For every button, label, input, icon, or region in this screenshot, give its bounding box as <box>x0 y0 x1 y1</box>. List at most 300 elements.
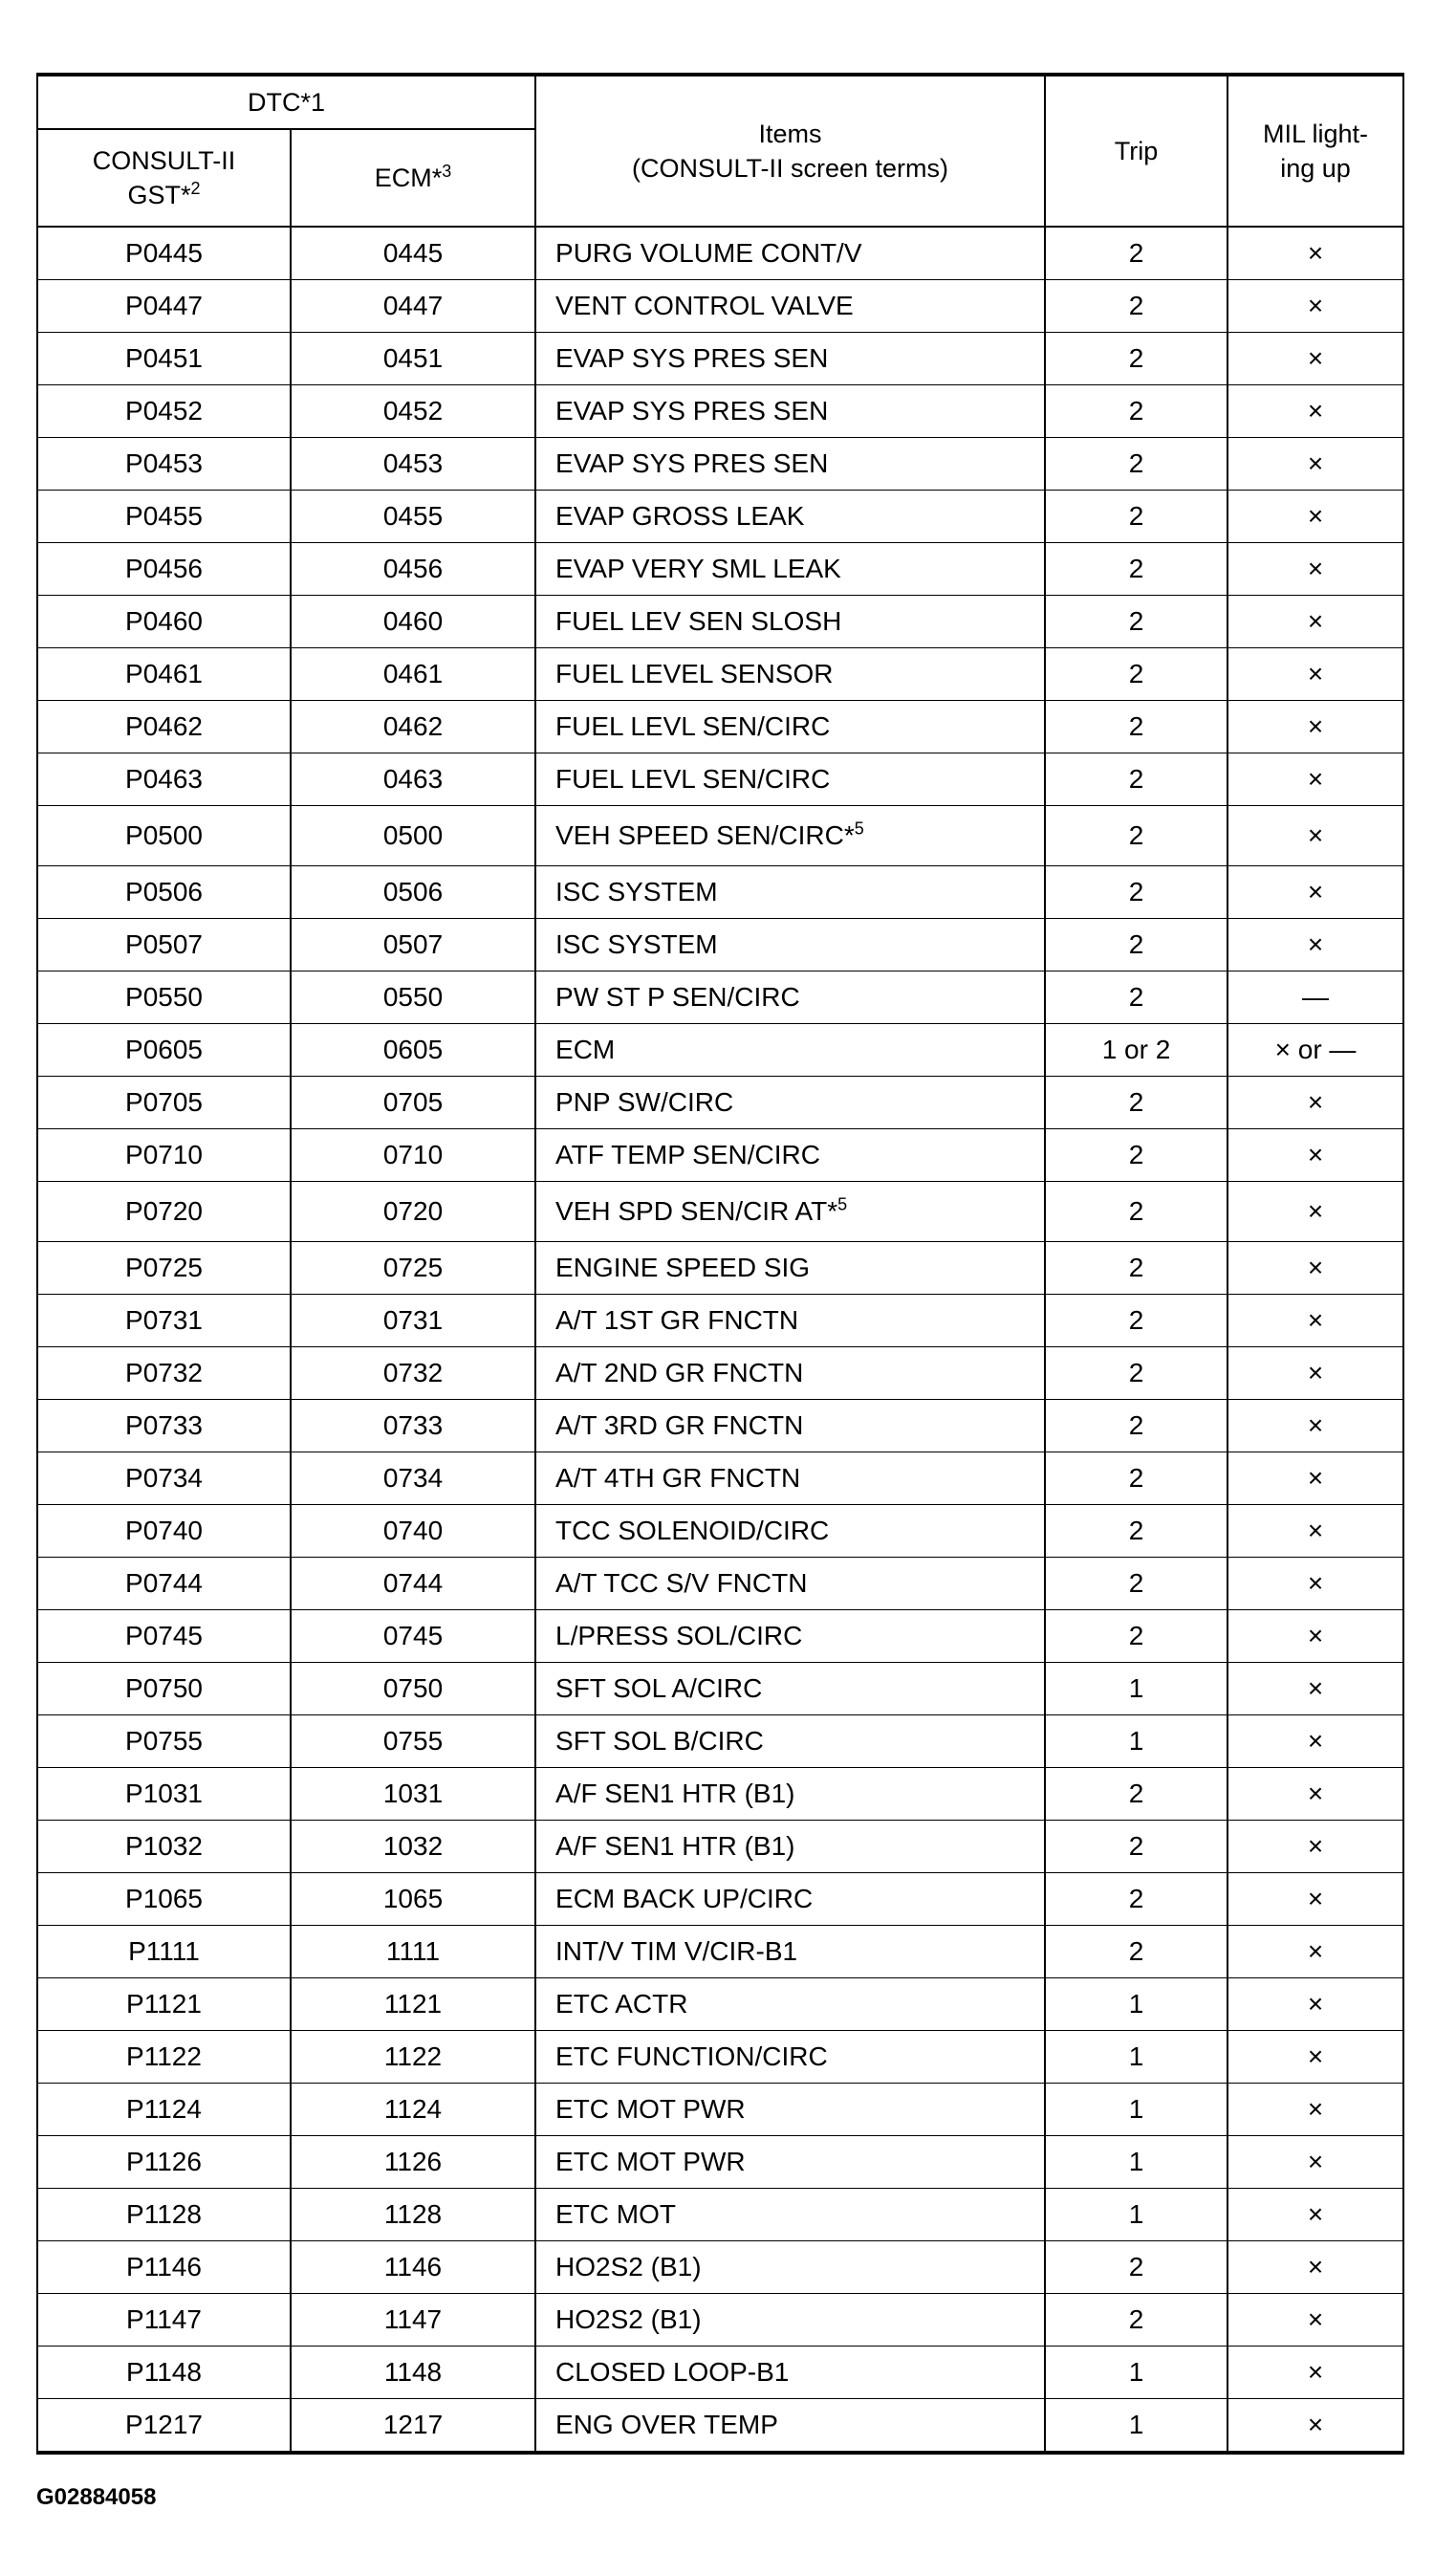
item-cell-text: ETC MOT <box>555 2199 677 2229</box>
mil-cell <box>1228 1077 1403 1129</box>
table-header <box>37 75 1403 227</box>
table-row <box>37 1715 1403 1768</box>
consult-header-line1: CONSULT-II <box>92 146 236 175</box>
trip-cell-text: 2 <box>1128 1140 1144 1169</box>
ecm-code-cell-text: 0755 <box>382 1726 444 1756</box>
mil-cell-text: × <box>1307 238 1324 268</box>
ecm-code-cell-text: 0720 <box>382 1196 444 1226</box>
item-cell <box>535 1978 1045 2031</box>
mil-cell-text: × <box>1307 501 1324 531</box>
gst-code-cell-text: P1217 <box>125 2410 203 2439</box>
ecm-code-cell <box>291 1558 535 1610</box>
gst-code-cell <box>37 2136 291 2189</box>
item-cell <box>535 1452 1045 1505</box>
item-cell <box>535 2189 1045 2241</box>
gst-code-cell-text: P0734 <box>125 1463 203 1493</box>
mil-cell <box>1228 333 1403 385</box>
item-cell <box>535 1129 1045 1182</box>
ecm-code-cell-text: 0750 <box>382 1673 444 1703</box>
item-cell <box>535 1347 1045 1400</box>
trip-cell <box>1045 2136 1228 2189</box>
gst-code-cell-text: P0445 <box>125 238 203 268</box>
trip-cell <box>1045 1610 1228 1663</box>
trip-cell <box>1045 1077 1228 1129</box>
mil-cell <box>1228 1182 1403 1242</box>
mil-cell <box>1228 438 1403 491</box>
ecm-code-cell <box>291 2189 535 2241</box>
trip-cell-text: 2 <box>1128 1621 1144 1650</box>
item-cell-text: SFT SOL B/CIRC <box>555 1726 764 1756</box>
gst-code-cell <box>37 1873 291 1926</box>
mil-header-line1: MIL light- <box>1263 120 1369 148</box>
gst-code-cell-text: P0453 <box>125 448 203 478</box>
gst-code-cell-text: P0720 <box>125 1196 203 1226</box>
table-row <box>37 1077 1403 1129</box>
trip-cell <box>1045 1663 1228 1715</box>
table-row <box>37 753 1403 806</box>
gst-code-cell-text: P0755 <box>125 1726 203 1756</box>
trip-cell <box>1045 1295 1228 1347</box>
ecm-code-cell-text: 1217 <box>382 2410 444 2439</box>
item-cell <box>535 648 1045 701</box>
table-row <box>37 648 1403 701</box>
ecm-code-cell <box>291 2241 535 2294</box>
item-cell <box>535 2084 1045 2136</box>
gst-code-cell-text: P1065 <box>125 1884 203 1913</box>
ecm-code-cell <box>291 1873 535 1926</box>
item-cell-text: ECM <box>555 1035 616 1064</box>
gst-code-cell <box>37 1663 291 1715</box>
gst-code-cell <box>37 2031 291 2084</box>
trip-cell-text: 2 <box>1128 2252 1144 2281</box>
trip-cell <box>1045 227 1228 280</box>
table-row <box>37 1129 1403 1182</box>
trip-cell <box>1045 1182 1228 1242</box>
ecm-code-cell <box>291 438 535 491</box>
trip-cell-text: 1 <box>1128 1726 1144 1756</box>
ecm-code-cell <box>291 1129 535 1182</box>
table-row <box>37 438 1403 491</box>
gst-code-cell <box>37 1821 291 1873</box>
trip-cell-text: 2 <box>1128 606 1144 636</box>
trip-cell-text: 2 <box>1128 711 1144 741</box>
ecm-code-cell <box>291 2084 535 2136</box>
item-cell-text: EVAP SYS PRES SEN <box>555 396 829 426</box>
trip-cell-text: 1 <box>1128 2041 1144 2071</box>
mil-cell-text: × <box>1307 2410 1324 2439</box>
item-cell-text: FUEL LEVEL SENSOR <box>555 659 834 688</box>
ecm-code-cell-text: 0462 <box>382 711 444 741</box>
mil-cell <box>1228 1400 1403 1452</box>
ecm-code-cell-text: 0507 <box>382 929 444 959</box>
item-cell-text: ECM BACK UP/CIRC <box>555 1884 814 1913</box>
mil-cell <box>1228 1821 1403 1873</box>
item-cell-text: HO2S2 (B1) <box>555 2252 702 2281</box>
mil-cell <box>1228 1347 1403 1400</box>
gst-code-cell-text: P0507 <box>125 929 203 959</box>
mil-cell <box>1228 971 1403 1024</box>
gst-code-cell <box>37 1768 291 1821</box>
gst-code-cell-text: P0550 <box>125 982 203 1012</box>
mil-cell <box>1228 1926 1403 1978</box>
ecm-code-cell-text: 0732 <box>382 1358 444 1387</box>
gst-code-cell <box>37 2399 291 2454</box>
trip-cell <box>1045 385 1228 438</box>
trip-cell-text: 2 <box>1128 343 1144 373</box>
table-row <box>37 2084 1403 2136</box>
mil-cell <box>1228 2294 1403 2347</box>
trip-cell <box>1045 2031 1228 2084</box>
mil-cell-text: × <box>1307 1989 1324 2019</box>
ecm-footnote-ref: 3 <box>442 162 452 181</box>
table-row <box>37 1821 1403 1873</box>
trip-cell <box>1045 1129 1228 1182</box>
gst-code-cell <box>37 596 291 648</box>
gst-code-cell-text: P1124 <box>126 2094 202 2124</box>
trip-cell-text: 2 <box>1128 396 1144 426</box>
gst-code-cell <box>37 806 291 866</box>
item-cell-text: EVAP SYS PRES SEN <box>555 343 829 373</box>
ecm-code-cell <box>291 1663 535 1715</box>
mil-header-line2: ing up <box>1280 154 1351 183</box>
mil-cell-text: × <box>1307 1568 1324 1598</box>
mil-cell <box>1228 1873 1403 1926</box>
table-row <box>37 2399 1403 2454</box>
table-row <box>37 543 1403 596</box>
mil-cell <box>1228 280 1403 333</box>
mil-cell-text: × <box>1307 396 1324 426</box>
trip-cell-text: 2 <box>1128 1305 1144 1335</box>
mil-cell <box>1228 2189 1403 2241</box>
ecm-code-cell <box>291 1926 535 1978</box>
items-header-title: Items <box>758 120 822 148</box>
mil-cell <box>1228 491 1403 543</box>
trip-cell <box>1045 1978 1228 2031</box>
item-cell-text: SFT SOL A/CIRC <box>555 1673 763 1703</box>
gst-code-cell <box>37 280 291 333</box>
ecm-code-cell <box>291 333 535 385</box>
table-row <box>37 806 1403 866</box>
ecm-code-cell-text: 0447 <box>382 291 444 320</box>
gst-code-cell <box>37 1129 291 1182</box>
gst-code-cell <box>37 333 291 385</box>
item-cell <box>535 438 1045 491</box>
mil-cell <box>1228 1978 1403 2031</box>
ecm-code-cell <box>291 648 535 701</box>
ecm-code-cell <box>291 280 535 333</box>
ecm-code-cell-text: 0455 <box>382 501 444 531</box>
gst-code-cell-text: P1121 <box>126 1989 202 2019</box>
item-cell-text: FUEL LEV SEN SLOSH <box>555 606 842 636</box>
table-row <box>37 1610 1403 1663</box>
ecm-code-cell <box>291 543 535 596</box>
gst-code-cell <box>37 1558 291 1610</box>
mil-cell-text: × <box>1307 659 1324 688</box>
trip-cell <box>1045 491 1228 543</box>
mil-cell-text: × <box>1307 1410 1324 1440</box>
item-cell-text: EVAP VERY SML LEAK <box>555 554 841 583</box>
gst-code-cell <box>37 491 291 543</box>
mil-cell-text: × <box>1307 1358 1324 1387</box>
table-row <box>37 1768 1403 1821</box>
trip-cell-text: 2 <box>1128 2304 1144 2334</box>
item-cell-text: TCC SOLENOID/CIRC <box>555 1516 830 1545</box>
gst-code-cell-text: P0705 <box>125 1087 203 1117</box>
gst-code-cell-text: P0725 <box>125 1253 203 1282</box>
item-cell-text: ISC SYSTEM <box>555 929 718 959</box>
gst-code-cell-text: P1031 <box>125 1779 203 1808</box>
item-footnote-ref: 5 <box>854 819 864 839</box>
trip-cell <box>1045 1024 1228 1077</box>
trip-cell <box>1045 1347 1228 1400</box>
ecm-code-cell <box>291 491 535 543</box>
item-cell <box>535 806 1045 866</box>
item-cell <box>535 866 1045 919</box>
ecm-code-cell-text: 0740 <box>382 1516 444 1545</box>
mil-cell-text: × <box>1307 1884 1324 1913</box>
gst-code-cell-text: P1146 <box>126 2252 202 2281</box>
ecm-code-cell-text: 0744 <box>382 1568 444 1598</box>
item-cell-text: A/F SEN1 HTR (B1) <box>555 1831 795 1861</box>
item-footnote-ref: 5 <box>837 1194 848 1214</box>
table-row <box>37 333 1403 385</box>
ecm-code-cell-text: 0460 <box>382 606 444 636</box>
gst-code-cell <box>37 1715 291 1768</box>
trip-cell-text: 2 <box>1128 448 1144 478</box>
table-row <box>37 491 1403 543</box>
gst-code-cell <box>37 2294 291 2347</box>
gst-code-cell <box>37 919 291 971</box>
gst-code-cell-text: P0740 <box>125 1516 203 1545</box>
ecm-code-cell-text: 0452 <box>382 396 444 426</box>
mil-cell <box>1228 1715 1403 1768</box>
table-row <box>37 1926 1403 1978</box>
trip-cell-text: 1 <box>1128 2357 1144 2387</box>
mil-cell-text: × <box>1307 1087 1324 1117</box>
item-cell <box>535 2136 1045 2189</box>
item-cell <box>535 971 1045 1024</box>
item-cell <box>535 919 1045 971</box>
gst-code-cell-text: P1126 <box>126 2147 202 2176</box>
item-cell <box>535 2347 1045 2399</box>
ecm-code-cell-text: 0445 <box>382 238 444 268</box>
trip-cell-text: 2 <box>1128 877 1144 906</box>
item-cell <box>535 753 1045 806</box>
ecm-code-cell <box>291 1610 535 1663</box>
item-cell-text: A/T 4TH GR FNCTN <box>555 1463 801 1493</box>
gst-code-cell <box>37 971 291 1024</box>
ecm-code-cell-text: 1122 <box>383 2041 443 2071</box>
item-cell <box>535 1182 1045 1242</box>
mil-cell <box>1228 2399 1403 2454</box>
gst-code-cell-text: P0710 <box>125 1140 203 1169</box>
item-cell-text: PURG VOLUME CONT/V <box>555 238 862 268</box>
gst-code-cell <box>37 1452 291 1505</box>
ecm-code-cell <box>291 866 535 919</box>
trip-cell-text: 2 <box>1128 554 1144 583</box>
gst-code-cell-text: P1128 <box>126 2199 202 2229</box>
item-cell-text: L/PRESS SOL/CIRC <box>555 1621 803 1650</box>
item-cell <box>535 1715 1045 1768</box>
trip-cell <box>1045 1926 1228 1978</box>
gst-code-cell-text: P0731 <box>125 1305 203 1335</box>
item-cell-text: ETC MOT PWR <box>555 2147 746 2176</box>
gst-code-cell <box>37 648 291 701</box>
ecm-code-cell-text: 0725 <box>382 1253 444 1282</box>
gst-code-cell <box>37 1610 291 1663</box>
item-cell <box>535 2294 1045 2347</box>
ecm-code-cell <box>291 2399 535 2454</box>
item-cell-text: HO2S2 (B1) <box>555 2304 702 2334</box>
gst-code-cell <box>37 1182 291 1242</box>
table-row <box>37 1182 1403 1242</box>
trip-cell <box>1045 971 1228 1024</box>
item-cell <box>535 227 1045 280</box>
gst-code-cell-text: P0733 <box>125 1410 203 1440</box>
item-cell <box>535 1926 1045 1978</box>
gst-code-cell <box>37 2084 291 2136</box>
item-cell-text: ETC MOT PWR <box>555 2094 746 2124</box>
consult-footnote-ref: 2 <box>190 179 201 198</box>
trip-cell <box>1045 438 1228 491</box>
ecm-code-cell <box>291 1505 535 1558</box>
trip-cell-text: 2 <box>1128 1779 1144 1808</box>
table-row <box>37 280 1403 333</box>
mil-cell-text: × <box>1307 2199 1324 2229</box>
trip-cell-text: 2 <box>1128 1516 1144 1545</box>
ecm-code-cell <box>291 1182 535 1242</box>
trip-cell <box>1045 280 1228 333</box>
mil-cell <box>1228 701 1403 753</box>
item-cell-text: FUEL LEVL SEN/CIRC <box>555 711 831 741</box>
mil-cell-text: × <box>1307 1673 1324 1703</box>
ecm-code-cell <box>291 2136 535 2189</box>
trip-cell <box>1045 596 1228 648</box>
mil-cell-text: × or — <box>1274 1035 1357 1064</box>
item-cell <box>535 1663 1045 1715</box>
mil-cell-text: × <box>1307 764 1324 794</box>
mil-cell-text: × <box>1307 1305 1324 1335</box>
item-cell-text: VEH SPD SEN/CIR AT* <box>555 1196 838 1226</box>
mil-cell-text: × <box>1307 2041 1324 2071</box>
gst-code-cell <box>37 2241 291 2294</box>
trip-cell <box>1045 2294 1228 2347</box>
mil-header <box>1228 75 1403 227</box>
trip-cell-text: 2 <box>1128 1831 1144 1861</box>
item-cell-text: VENT CONTROL VALVE <box>555 291 854 320</box>
table-row <box>37 1242 1403 1295</box>
trip-cell <box>1045 1873 1228 1926</box>
table-row <box>37 1295 1403 1347</box>
mil-cell-text: × <box>1307 2304 1324 2334</box>
gst-code-cell <box>37 385 291 438</box>
trip-cell <box>1045 866 1228 919</box>
item-cell <box>535 1077 1045 1129</box>
item-cell-text: CLOSED LOOP-B1 <box>555 2357 790 2387</box>
ecm-code-cell-text: 0710 <box>382 1140 444 1169</box>
gst-code-cell-text: P0506 <box>125 877 203 906</box>
trip-cell-text: 2 <box>1128 929 1144 959</box>
gst-code-cell-text: P1111 <box>128 1936 200 1966</box>
item-cell <box>535 1400 1045 1452</box>
mil-cell-text: × <box>1307 2357 1324 2387</box>
ecm-code-cell <box>291 753 535 806</box>
consult-header-line2: GST* <box>127 181 191 209</box>
gst-code-cell-text: P0745 <box>125 1621 203 1650</box>
mil-cell-text: × <box>1307 1253 1324 1282</box>
table-row <box>37 227 1403 280</box>
figure-id: G02884058 <box>36 2484 157 2510</box>
gst-code-cell <box>37 1077 291 1129</box>
mil-cell-text: × <box>1307 1196 1324 1226</box>
trip-cell-text: 2 <box>1128 982 1144 1012</box>
ecm-code-cell-text: 0456 <box>382 554 444 583</box>
table-row <box>37 1663 1403 1715</box>
mil-cell <box>1228 1768 1403 1821</box>
trip-cell-text: 2 <box>1128 659 1144 688</box>
item-cell-text: A/T TCC S/V FNCTN <box>555 1568 808 1598</box>
ecm-code-cell-text: 1126 <box>383 2147 443 2176</box>
ecm-code-cell-text: 1111 <box>385 1936 441 1966</box>
mil-cell-text: × <box>1307 291 1324 320</box>
trip-cell-text: 2 <box>1128 1253 1144 1282</box>
gst-code-cell <box>37 543 291 596</box>
trip-cell <box>1045 1505 1228 1558</box>
mil-cell-text: — <box>1302 982 1330 1012</box>
trip-cell <box>1045 1558 1228 1610</box>
trip-cell <box>1045 2399 1228 2454</box>
ecm-code-cell-text: 0605 <box>382 1035 444 1064</box>
mil-cell <box>1228 1663 1403 1715</box>
gst-code-cell <box>37 1242 291 1295</box>
trip-cell-text: 2 <box>1128 764 1144 794</box>
gst-code-cell-text: P0605 <box>125 1035 203 1064</box>
mil-cell-text: × <box>1307 877 1324 906</box>
item-cell-text: ETC FUNCTION/CIRC <box>555 2041 828 2071</box>
item-cell <box>535 491 1045 543</box>
item-cell <box>535 1024 1045 1077</box>
ecm-code-cell <box>291 1715 535 1768</box>
table-row <box>37 1558 1403 1610</box>
mil-cell <box>1228 2136 1403 2189</box>
gst-code-cell-text: P0452 <box>125 396 203 426</box>
item-cell-text: ETC ACTR <box>555 1989 688 2019</box>
table-row <box>37 2136 1403 2189</box>
ecm-code-cell-text: 1148 <box>383 2357 443 2387</box>
mil-cell <box>1228 753 1403 806</box>
gst-code-cell <box>37 1347 291 1400</box>
ecm-code-cell <box>291 227 535 280</box>
gst-code-cell <box>37 701 291 753</box>
gst-code-cell-text: P0462 <box>125 711 203 741</box>
mil-cell <box>1228 806 1403 866</box>
mil-cell <box>1228 866 1403 919</box>
item-cell-text: FUEL LEVL SEN/CIRC <box>555 764 831 794</box>
item-cell <box>535 1610 1045 1663</box>
ecm-code-cell-text: 1032 <box>382 1831 444 1861</box>
mil-cell-text: × <box>1307 1516 1324 1545</box>
gst-code-cell-text: P1148 <box>126 2357 202 2387</box>
item-cell <box>535 543 1045 596</box>
mil-cell-text: × <box>1307 2094 1324 2124</box>
ecm-code-cell-text: 0734 <box>382 1463 444 1493</box>
mil-cell-text: × <box>1307 1831 1324 1861</box>
dtc-group-header: DTC*1 <box>37 75 535 129</box>
ecm-code-cell <box>291 2031 535 2084</box>
item-cell <box>535 385 1045 438</box>
trip-cell <box>1045 1768 1228 1821</box>
mil-cell <box>1228 1295 1403 1347</box>
